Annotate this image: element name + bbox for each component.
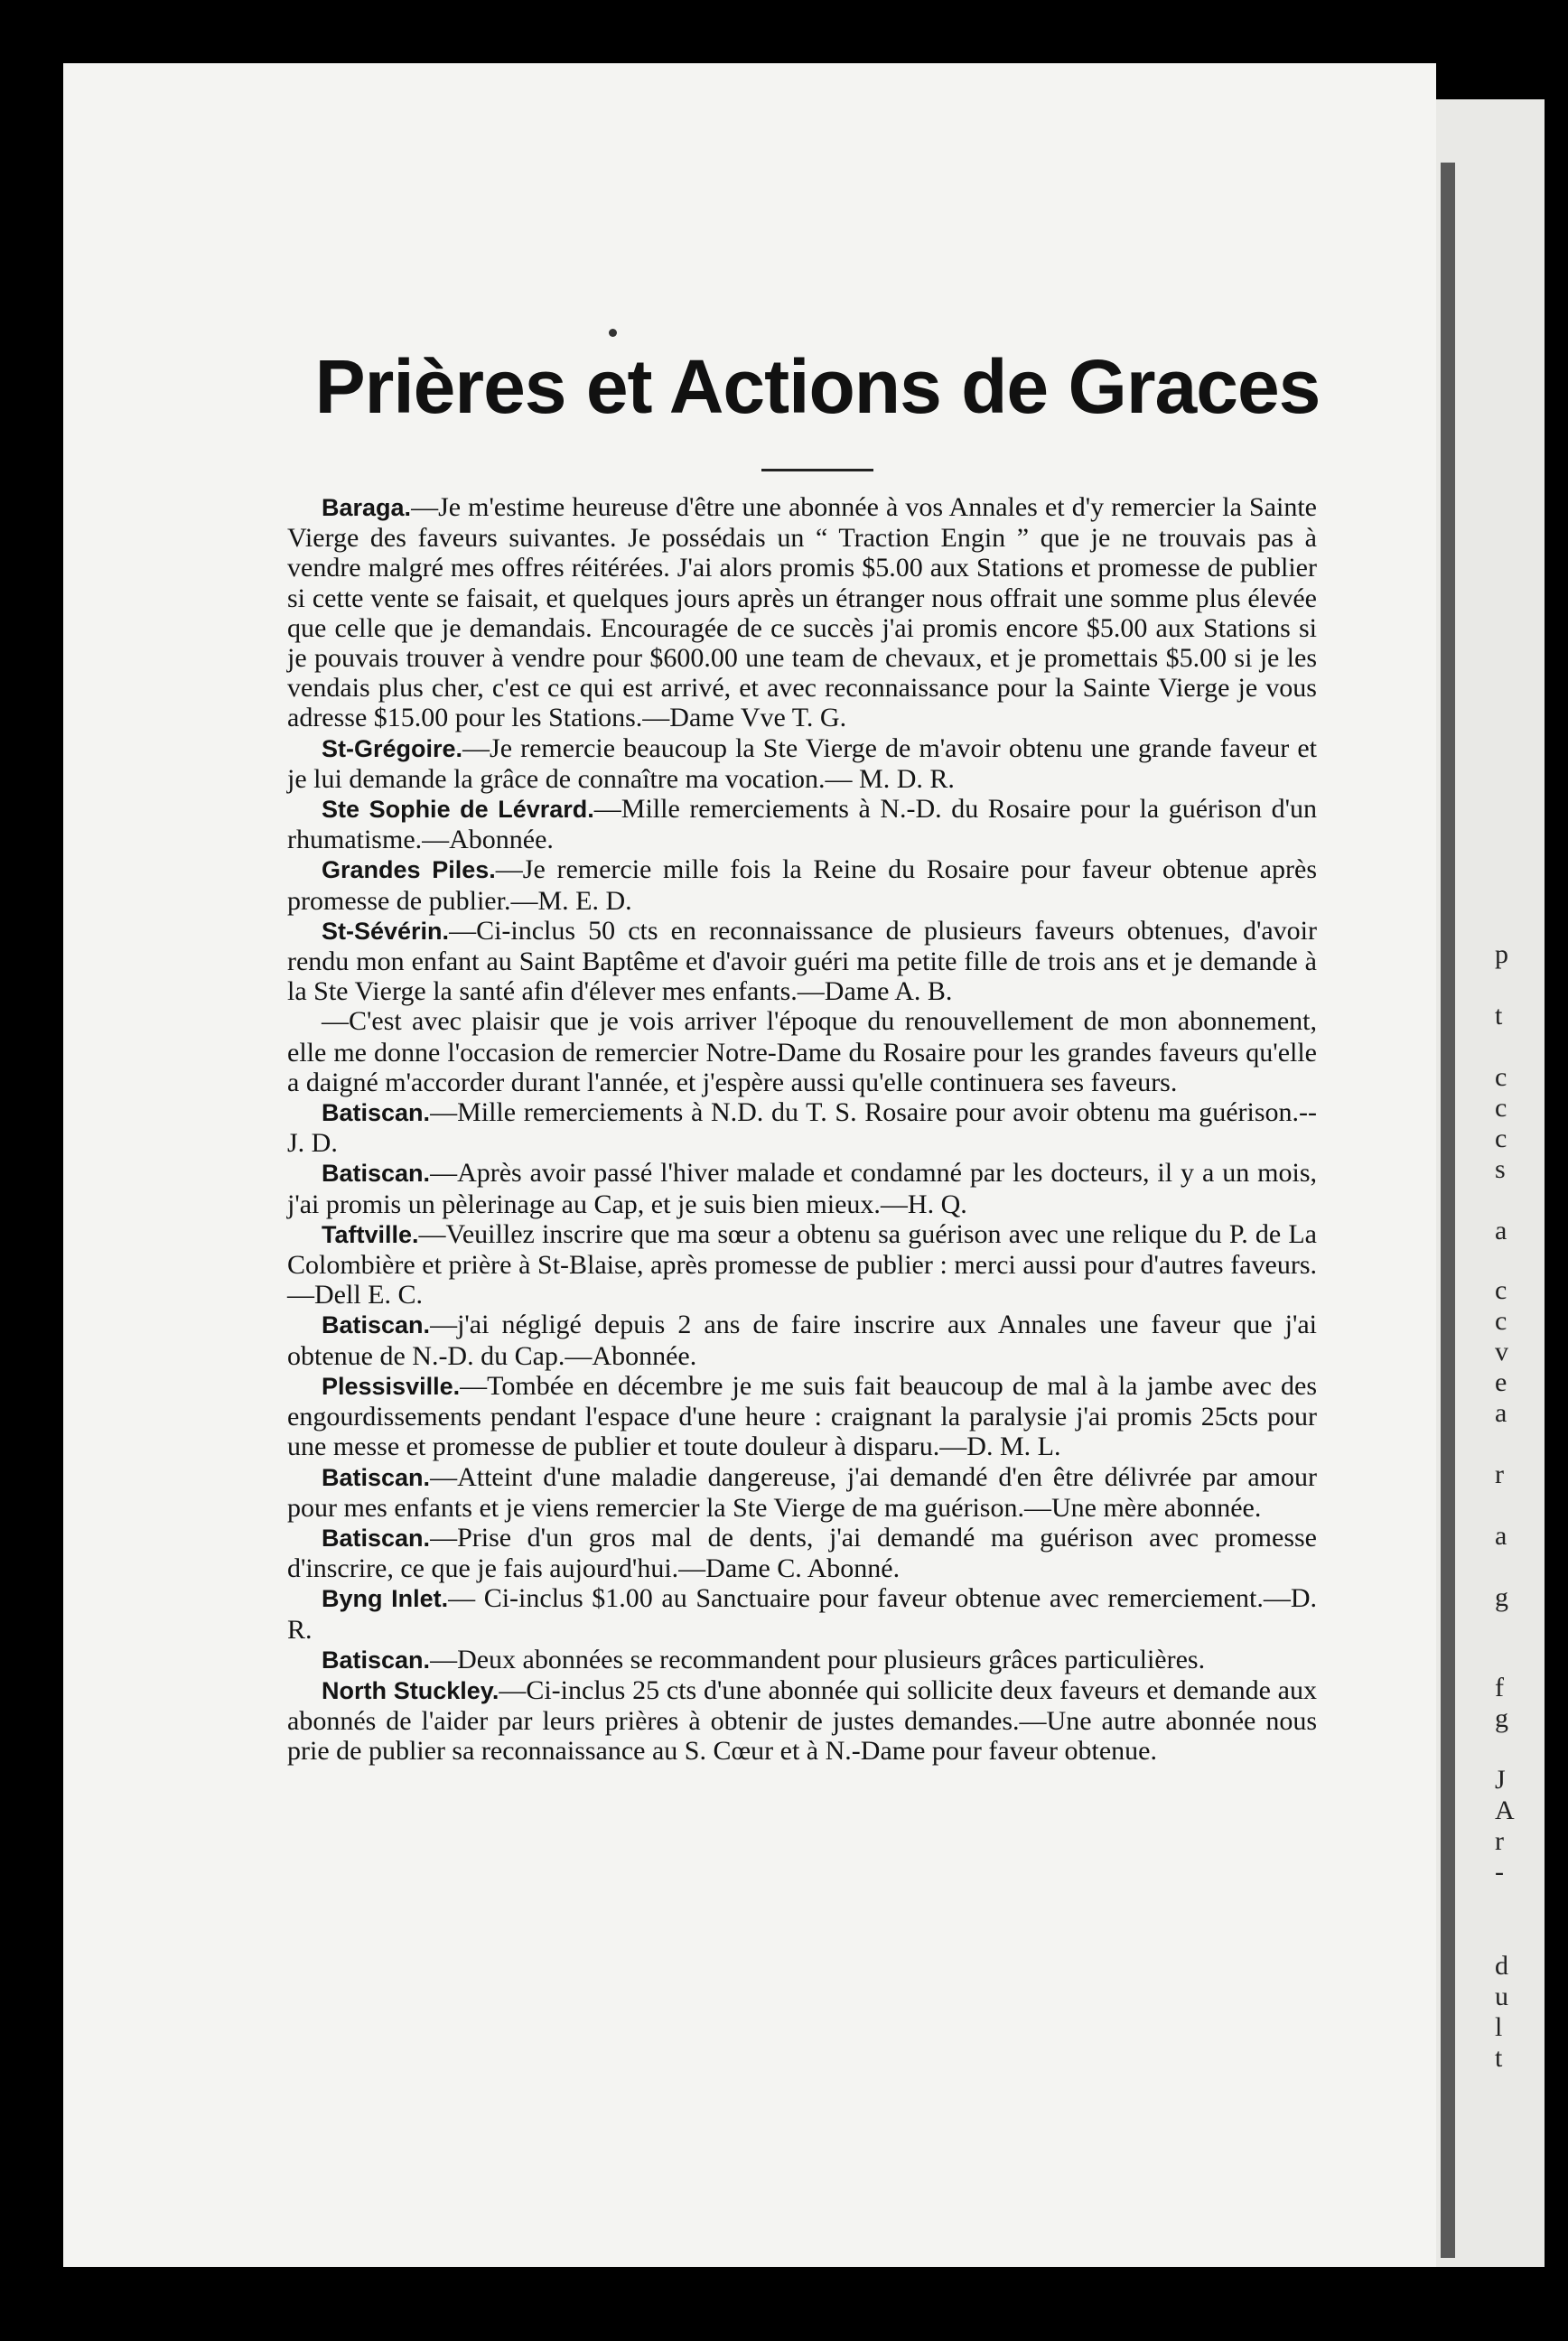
entry-place: Batiscan.	[322, 1160, 431, 1188]
entry	[287, 1523, 1317, 1583]
entry	[287, 492, 1317, 733]
entry-text: —Ci-inclus 25 cts d'une abonnée qui sollicite deux faveurs et demande aux abonnés de l'aider par leurs prières à obtenir de justes demandes.—Une autre abonnée nous prie de publier sa reconnaissance au S. Cœur et à N.-Dame pour faveur obtenue.	[287, 1674, 1318, 1767]
margin-fragment: c	[1495, 1275, 1507, 1305]
entry	[287, 1158, 1317, 1218]
entry-place: Taftville.	[322, 1220, 419, 1248]
entry-place: Batiscan.	[322, 1646, 431, 1674]
entry-text: —Après avoir passé l'hiver malade et condamné par les docteurs, il y a un mois, j'ai promis un pèlerinage au Cap, et je suis bien mieux.—H. Q.	[287, 1158, 1317, 1219]
entry	[287, 1645, 1317, 1675]
entry-place: St-Grégoire.	[322, 734, 463, 762]
entry-place: St-Sévérin.	[322, 917, 450, 945]
margin-fragment: c	[1495, 1062, 1507, 1092]
margin-fragment: c	[1495, 1093, 1507, 1123]
margin-fragment: e	[1495, 1367, 1507, 1397]
entries-column	[287, 492, 1317, 1767]
margin-fragment: c	[1495, 1306, 1507, 1336]
entry	[287, 1462, 1317, 1523]
entry-text: —Prise d'un gros mal de dents, j'ai demandé ma guérison avec promesse d'inscrire, ce que je fais aujourd'hui.—Dame C. Abonné.	[287, 1522, 1317, 1584]
entry-text: —Deux abonnées se recommandent pour plusieurs grâces particulières.	[430, 1644, 1206, 1674]
entry	[287, 794, 1317, 854]
entry-text: —Je remercie beaucoup la Ste Vierge de m'avoir obtenu une grande faveur et je lui demande la grâce de connaître ma vocation.— M. D. R.	[287, 732, 1317, 794]
entry	[287, 1310, 1317, 1370]
entry-place: North Stuckley.	[322, 1676, 499, 1704]
entry	[287, 916, 1317, 1007]
page-title: Prières et Actions de Graces	[314, 344, 1321, 429]
margin-fragment: a	[1495, 1216, 1507, 1245]
margin-fragment: -	[1495, 1857, 1504, 1887]
margin-fragment: r	[1495, 1460, 1504, 1489]
entry-place: Batiscan.	[322, 1311, 431, 1339]
ink-speck	[609, 329, 617, 337]
margin-fragment: t	[1495, 1001, 1503, 1031]
margin-fragment: t	[1495, 2043, 1503, 2073]
page-spine-shadow	[1441, 163, 1455, 2258]
entry-text: —Tombée en décembre je me suis fait beaucoup de mal à la jambe avec des engourdissements pendant l'espace d'une heure : craignant la paralysie j'ai promis 25cts pour une messe et promesse de publier et toute douleur à disparu.—D. M. L.	[287, 1370, 1317, 1462]
margin-fragment: a	[1495, 1521, 1507, 1551]
margin-fragment: r	[1495, 1826, 1504, 1856]
entry	[287, 1006, 1317, 1097]
margin-fragment: a	[1495, 1398, 1507, 1428]
entry	[287, 733, 1317, 794]
entry-text: —Je remercie mille fois la Reine du Rosaire pour faveur obtenue après promesse de publier.—M. E. D.	[287, 854, 1318, 916]
entry-text: —C'est avec plaisir que je vois arriver l'époque du renouvellement de mon abonnement, elle me donne l'occasion de remercier Notre-Dame du Rosaire pour les grandes faveurs qu'elle a daigné m'accorder durant l'année, et j'espère aussi qu'elle continuera ses faveurs.	[287, 1006, 1317, 1097]
entry-place: Batiscan.	[322, 1524, 431, 1552]
entry-text: —Je m'estime heureuse d'être une abonnée à vos Annales et d'y remercier la Sainte Vierge des faveurs suivantes. Je possédais un “ Traction Engin ” que je ne trouvais pas à vendre malgré mes offres réitérées. J'ai alors promis $5.00 aux Stations et promesse de publier si cette vente se faisait, et quelques jours après un étranger nous offrait une somme plus élevée que celle que je demandais. Encouragée de ce succès j'ai promis encore $5.00 aux Stations si je pouvais trouver à vendre pour $600.00 une team de chevaux, et je promettais $5.00 si je les vendais plus cher, c'est ce qui est arrivé, et avec reconnaissance pour la Sainte Vierge je vous adresse $15.00 pour les Stations.—Dame Vve T. G.	[287, 492, 1317, 733]
entry-place: Plessisville.	[322, 1372, 461, 1400]
title-rule	[761, 469, 873, 471]
entry-place: Grandes Piles.	[322, 856, 496, 884]
entry	[287, 854, 1317, 915]
margin-fragment: g	[1495, 1703, 1508, 1733]
entry-text: — Ci-inclus $1.00 au Sanctuaire pour faveur obtenue avec remerciement.—D. R.	[287, 1583, 1317, 1645]
margin-fragment: l	[1495, 2012, 1503, 2042]
entry	[287, 1583, 1317, 1644]
entry-text: —Atteint d'une maladie dangereuse, j'ai demandé d'en être délivrée par amour pour mes enfants et je viens remercier la Ste Vierge de ma guérison.—Une mère abonnée.	[287, 1461, 1317, 1523]
entry-text: —j'ai négligé depuis 2 ans de faire inscrire aux Annales une faveur que j'ai obtenue de N.-D. du Cap.—Abonnée.	[287, 1310, 1317, 1371]
entry-place: Ste Sophie de Lévrard.	[322, 796, 594, 824]
margin-fragment: s	[1495, 1154, 1506, 1184]
margin-fragment: u	[1495, 1982, 1508, 2011]
margin-fragment: v	[1495, 1337, 1508, 1366]
margin-fragment: A	[1495, 1795, 1515, 1825]
margin-fragment: c	[1495, 1124, 1507, 1153]
margin-fragment: g	[1495, 1582, 1508, 1612]
entry-text: —Mille remerciements à N.-D. du Rosaire pour la guérison d'un rhumatisme.—Abonnée.	[287, 794, 1317, 855]
margin-fragment: p	[1495, 939, 1508, 969]
entry-place: Batiscan.	[322, 1463, 431, 1491]
entry-text: —Mille remerciements à N.D. du T. S. Rosaire pour avoir obtenu ma guérison.--J. D.	[287, 1097, 1317, 1159]
entry	[287, 1371, 1317, 1462]
entry-place: Byng Inlet.	[322, 1585, 449, 1613]
entry	[287, 1097, 1317, 1158]
margin-fragment: f	[1495, 1673, 1504, 1702]
entry	[287, 1219, 1317, 1310]
margin-fragment: J	[1495, 1765, 1506, 1795]
entry-place: Batiscan.	[322, 1099, 431, 1127]
margin-fragment: d	[1495, 1951, 1508, 1981]
entry-text: —Veuillez inscrire que ma sœur a obtenu sa guérison avec une relique du P. de La Colombière et prière à St-Blaise, après promesse de publier : merci aussi pour d'autres faveurs.—Dell E. C.	[287, 1218, 1317, 1310]
entry-text: —Ci-inclus 50 cts en reconnaissance de plusieurs faveurs obtenues, d'avoir rendu mon enfant au Saint Baptême et d'avoir guéri ma petite fille de trois ans et je demande à la Ste Vierge la santé afin d'élever mes enfants.—Dame A. B.	[287, 915, 1317, 1007]
entry	[287, 1675, 1317, 1767]
entry-place: Baraga.	[322, 494, 412, 521]
